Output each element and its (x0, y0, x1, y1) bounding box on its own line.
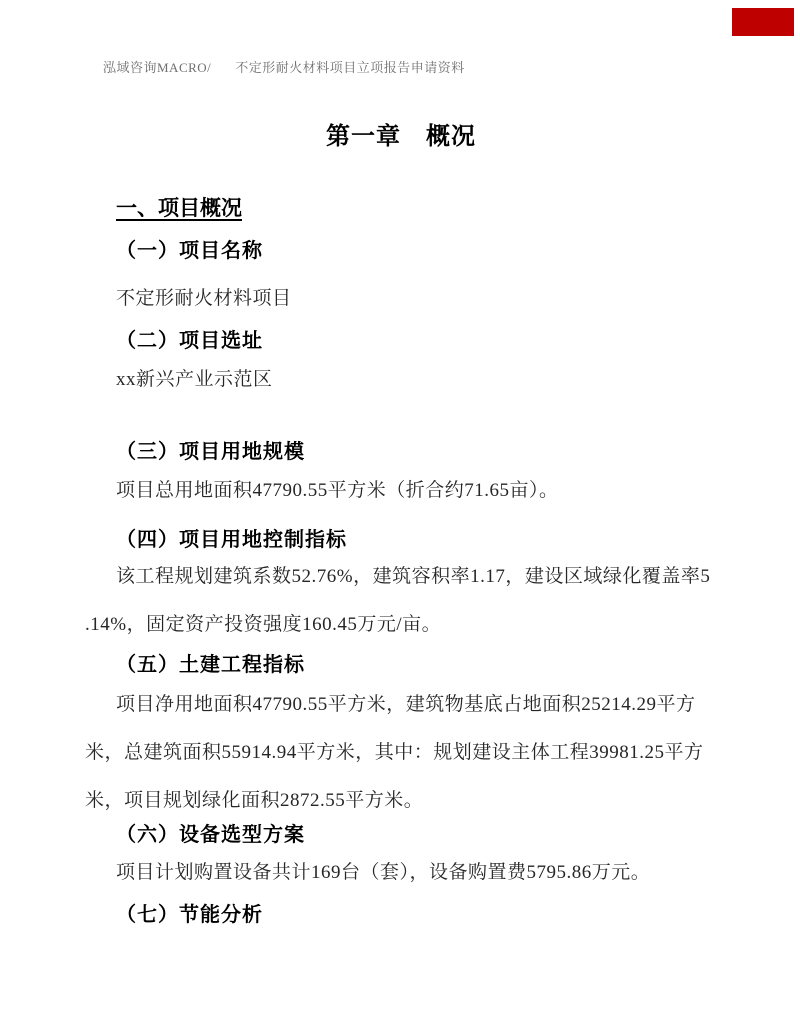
subsection-heading: （七）节能分析 (116, 904, 263, 926)
subsection (85, 654, 717, 812)
subsection-heading: （一）项目名称 (116, 240, 263, 262)
subsection-heading: （五）土建工程指标 (116, 654, 305, 676)
subsection-heading: （三）项目用地规模 (116, 441, 305, 463)
subsection-heading: （四）项目用地控制指标 (116, 529, 347, 551)
paragraph-line: xx新兴产业示范区 (116, 369, 273, 390)
subsection (85, 904, 717, 926)
sections-container (85, 240, 717, 926)
header-brand-text: 泓域咨询MACRO/ (103, 60, 212, 75)
document-body (85, 0, 717, 926)
paragraph-line: 项目计划购置设备共计169台（套），设备购置费5795.86万元。 (116, 862, 651, 883)
red-stamp (732, 8, 794, 36)
subsection (85, 240, 717, 310)
paragraph-line: 米，总建筑面积55914.94平方米，其中：规划建设主体工程39981.25平方 (85, 742, 704, 763)
paragraph-line: 不定形耐火材料项目 (116, 288, 292, 309)
paragraph-line: 米，项目规划绿化面积2872.55平方米。 (85, 790, 424, 811)
paragraph-line: 该工程规划建筑系数52.76%，建筑容积率1.17，建设区域绿化覆盖率5 (116, 566, 711, 587)
subsection (85, 529, 717, 636)
subsection (85, 824, 717, 884)
section-title: 一、项目概况 (116, 197, 242, 220)
subsection-heading: （六）设备选型方案 (116, 824, 305, 846)
chapter-title: 第一章 概况 (326, 123, 476, 150)
subsection (85, 330, 717, 391)
paragraph-line: 项目净用地面积47790.55平方米，建筑物基底占地面积25214.29平方 (116, 694, 696, 715)
paragraph-line: 项目总用地面积47790.55平方米（折合约71.65亩）。 (116, 480, 559, 501)
header-doc-title: 不定形耐火材料项目立项报告申请资料 (235, 60, 465, 75)
paragraph-line: .14%，固定资产投资强度160.45万元/亩。 (85, 614, 442, 635)
subsection (85, 441, 717, 502)
subsection-heading: （二）项目选址 (116, 330, 263, 352)
